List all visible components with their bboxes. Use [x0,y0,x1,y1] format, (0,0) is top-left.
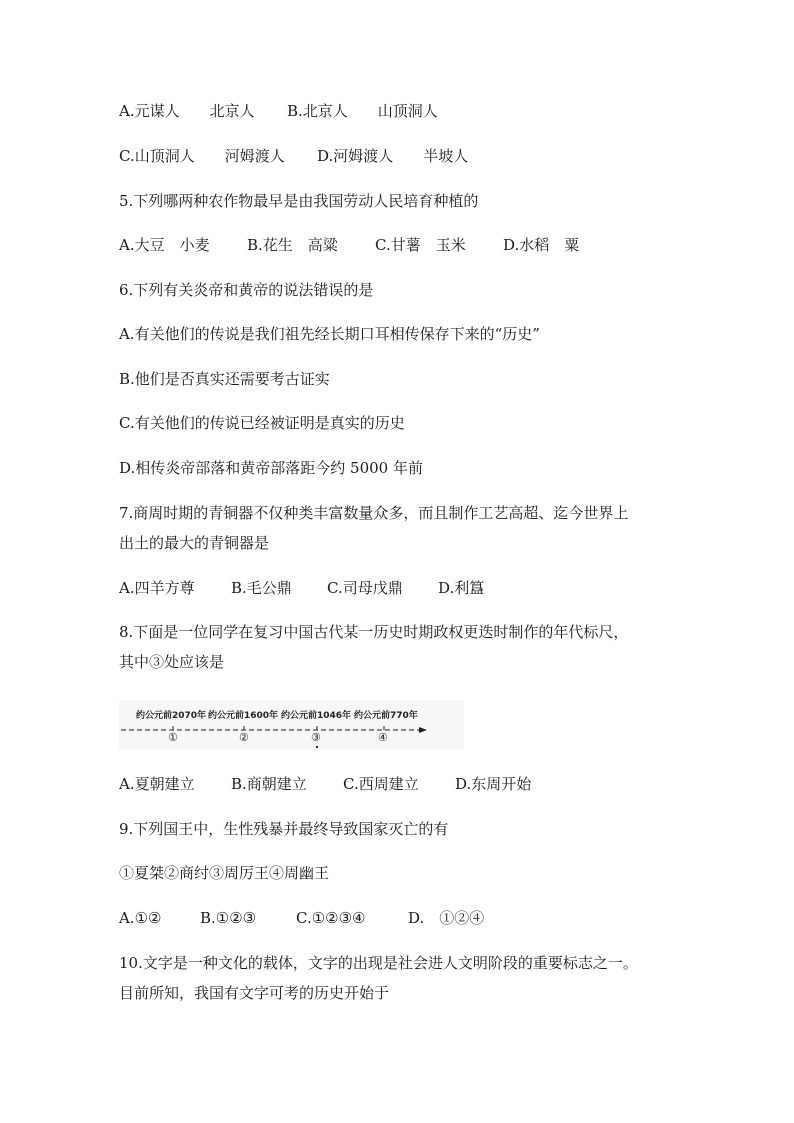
q6-option-c[interactable]: C.有关他们的传说已经被证明是真实的历史 [119,414,405,432]
timeline-arrow [419,727,427,733]
timeline-marker-2: ② [239,731,249,744]
q7-options [119,577,484,599]
q8-option-b[interactable]: B.商朝建立 [231,775,307,793]
q6-option-b[interactable]: B.他们是否真实还需要考古证实 [119,370,330,388]
question-7-line-1: 7.商周时期的青铜器不仅种类丰富数量众多，而且制作工艺高超、迄今世界上 [119,504,629,522]
q5-option-c[interactable]: C.甘薯 玉米 [375,236,466,254]
q5-options [119,234,579,256]
timeline-marker-4: ④ [378,731,388,744]
q9-options [119,907,484,929]
q8-options [119,773,531,795]
q7-option-c[interactable]: C.司母戊鼎 [327,579,403,597]
q4-option-a[interactable]: A.元谋人 北京人 [119,102,255,120]
question-5: 5.下列哪两种农作物最早是由我国劳动人民培育种植的 [119,192,479,210]
question-6: 6.下列有关炎帝和黄帝的说法错误的是 [119,281,374,299]
question-7-line-2: 出土的最大的青铜器是 [119,534,270,552]
q9-statements: ①夏桀②商纣③周厉王④周幽王 [119,864,330,882]
q8-option-d[interactable]: D.东周开始 [455,775,532,793]
q9-option-c[interactable]: C.①②③④ [296,909,366,927]
question-8-line-1: 8.下面是一位同学在复习中国古代某一历史时期政权更迭时制作的年代标尺， [119,623,629,641]
timeline-marker-3: ③ [311,731,321,744]
timeline-label-4: 约公元前770年 [354,711,418,721]
q5-option-b[interactable]: B.花生 高粱 [247,236,338,254]
question-10-line-2: 目前所知，我国有文字可考的历史开始于 [119,984,390,1002]
q9-option-a[interactable]: A.①② [119,909,162,927]
q9-option-d[interactable]: D. ①②④ [408,909,485,927]
timeline-figure [119,700,464,750]
q7-option-b[interactable]: B.毛公鼎 [231,579,292,597]
q5-option-d[interactable]: D.水稻 粟 [503,236,580,254]
timeline-dot [316,746,318,748]
q7-option-d[interactable]: D.利簋 [438,579,485,597]
q8-option-c[interactable]: C.西周建立 [343,775,419,793]
q4-option-c[interactable]: C.山顶洞人 河姆渡人 [119,147,285,165]
q6-option-d[interactable]: D.相传炎帝部落和黄帝部落距今约 5000 年前 [119,459,423,477]
q5-option-a[interactable]: A.大豆 小麦 [119,236,210,254]
timeline-marker-1: ① [168,731,178,744]
q8-option-a[interactable]: A.夏朝建立 [119,775,195,793]
question-8-line-2: 其中③处应该是 [119,653,225,671]
timeline-label-3: 约公元前1046年 [281,711,352,721]
q4-option-d[interactable]: D.河姆渡人 半坡人 [317,147,469,165]
q7-option-a[interactable]: A.四羊方尊 [119,579,195,597]
q4-options-row-1 [119,100,438,122]
question-10-line-1: 10.文字是一种文化的载体，文字的出现是社会进人文明阶段的重要标志之一。 [119,954,638,972]
q4-option-b[interactable]: B.北京人 山顶洞人 [287,102,438,120]
timeline-label-2: 约公元前1600年 [208,711,279,721]
question-9: 9.下列国王中，生性残暴并最终导致国家灭亡的有 [119,820,449,838]
q4-options-row-2 [119,145,468,167]
q6-option-a[interactable]: A.有关他们的传说是我们祖先经长期口耳相传保存下来的“历史” [119,325,540,343]
timeline-label-1: 约公元前2070年 [136,711,207,721]
q9-option-b[interactable]: B.①②③ [200,909,257,927]
